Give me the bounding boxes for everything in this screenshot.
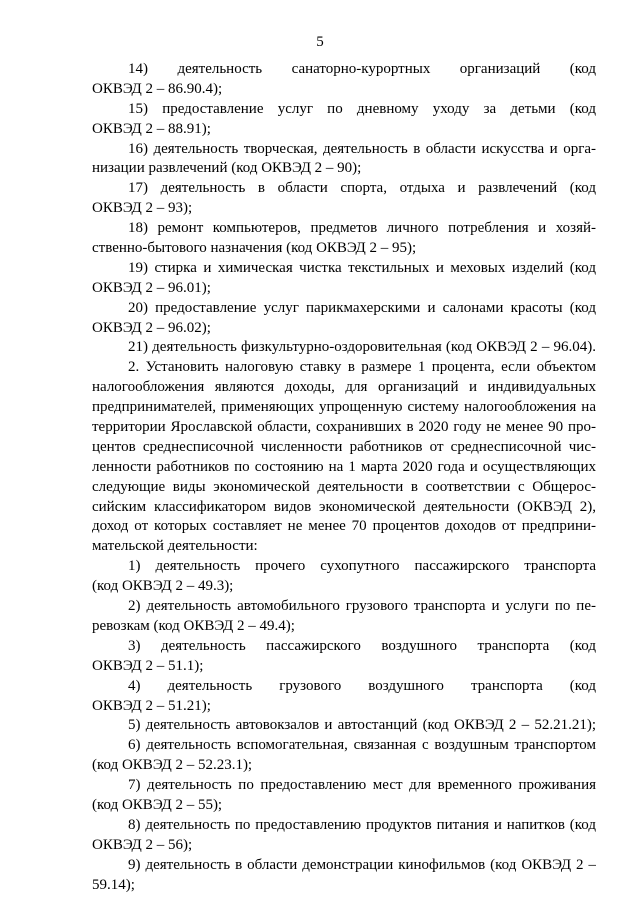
text-line: следующие виды экономической деятельности в соответствии с Общерос-: [92, 478, 596, 495]
text-line: 8) деятельность по предоставлению продуктов питания и напитков (код: [128, 816, 596, 833]
text-line: низации развлечений (код ОКВЭД 2 – 90);: [92, 160, 362, 177]
text-line: ОКВЭД 2 – 51.21);: [92, 697, 211, 714]
text-line: доход от которых составляет не менее 70 процентов доходов от предприни-: [92, 518, 596, 535]
text-line: центов среднесписочной численности работников от среднесписочной чис-: [92, 438, 596, 455]
text-line: 2. Установить налоговую ставку в размере 1 процента, если объектом: [128, 359, 596, 376]
text-line: ОКВЭД 2 – 96.01);: [92, 279, 211, 296]
text-line: 20) предоставление услуг парикмахерскими и салонами красоты (код: [128, 299, 596, 316]
page-number: 5: [316, 34, 324, 50]
text-line: 3) деятельность пассажирского воздушного транспорта (код: [128, 637, 596, 654]
text-line: 15) предоставление услуг по дневному уходу за детьми (код: [128, 100, 596, 117]
text-line: ленности работников по состоянию на 1 марта 2020 года и осуществляющих: [92, 458, 596, 475]
text-line: 18) ремонт компьютеров, предметов личного потребления и хозяй-: [128, 220, 596, 237]
text-line: 1) деятельность прочего сухопутного пассажирского транспорта: [128, 558, 596, 575]
document-body: [92, 60, 596, 895]
text-line: ОКВЭД 2 – 56);: [92, 836, 193, 853]
text-line: 59.14);: [92, 876, 135, 893]
text-line: мательской деятельности:: [92, 538, 258, 555]
text-line: 17) деятельность в области спорта, отдыха и развлечений (код: [128, 180, 596, 197]
text-line: ОКВЭД 2 – 86.90.4);: [92, 80, 223, 97]
text-line: 4) деятельность грузового воздушного транспорта (код: [128, 677, 596, 694]
text-line: 2) деятельность автомобильного грузового транспорта и услуги по пе-: [128, 598, 596, 615]
text-line: (код ОКВЭД 2 – 49.3);: [92, 578, 234, 595]
text-line: 21) деятельность физкультурно-оздоровительная (код ОКВЭД 2 – 96.04).: [128, 339, 596, 356]
text-line: ственно-бытового назначения (код ОКВЭД 2 – 95);: [92, 240, 417, 257]
text-line: налогообложения являются доходы, для организаций и индивидуальных: [92, 379, 596, 396]
text-line: ревозкам (код ОКВЭД 2 – 49.4);: [92, 617, 295, 634]
text-line: предпринимателей, применяющих упрощенную систему налогообложения на: [92, 399, 596, 416]
text-line: сийским классификатором видов экономической деятельности (ОКВЭД 2),: [92, 498, 596, 515]
text-line: 6) деятельность вспомогательная, связанная с воздушным транспортом: [128, 737, 596, 754]
text-line: (код ОКВЭД 2 – 52.23.1);: [92, 757, 253, 774]
text-line: 7) деятельность по предоставлению мест для временного проживания: [128, 777, 596, 794]
text-line: 9) деятельность в области демонстрации кинофильмов (код ОКВЭД 2 –: [128, 856, 596, 873]
text-line: 19) стирка и химическая чистка текстильных и меховых изделий (код: [128, 259, 596, 276]
text-line: 16) деятельность творческая, деятельность в области искусства и орга-: [128, 140, 596, 157]
text-line: 5) деятельность автовокзалов и автостанций (код ОКВЭД 2 – 52.21.21);: [128, 717, 596, 734]
text-line: 14) деятельность санаторно-курортных организаций (код: [128, 61, 596, 77]
text-line: территории Ярославской области, сохранивших в 2020 году не менее 90 про-: [92, 419, 596, 436]
text-line: ОКВЭД 2 – 88.91);: [92, 120, 211, 137]
text-line: ОКВЭД 2 – 96.02);: [92, 319, 211, 336]
text-line: ОКВЭД 2 – 51.1);: [92, 657, 204, 674]
text-line: ОКВЭД 2 – 93);: [92, 200, 193, 217]
text-line: (код ОКВЭД 2 – 55);: [92, 796, 223, 813]
